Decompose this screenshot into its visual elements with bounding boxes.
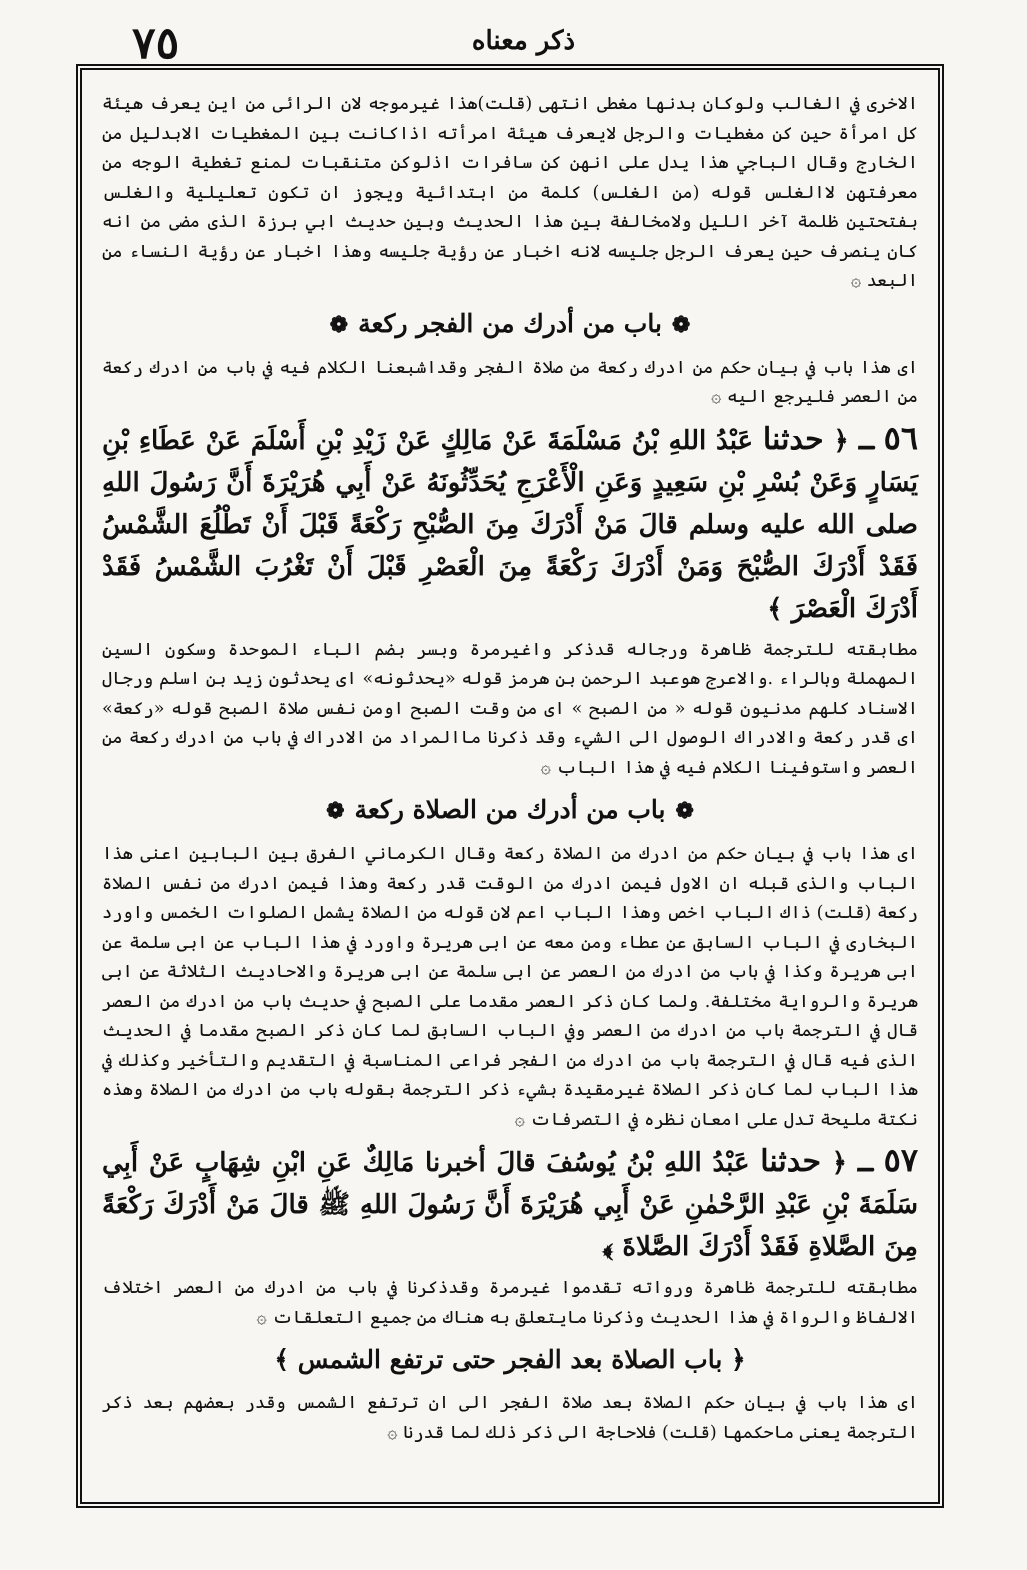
chapter-heading-2 [102, 789, 918, 832]
hadith-56: ٥٦ ـ ﴿ حدثنا عَبْدُ اللهِ بْنُ مَسْلَمَةَ عَنْ مَالِكٍ عَنْ زَيْدِ بْنِ أَسْلَمَ عَنْ عَطَاءِ بْنِ يَسَارٍ وَعَنْ بُسْرِ بْنِ سَعِيدٍ وَعَنِ الْأَعْرَجِ يُحَدِّثُونَهُ عَنْ أَبِي هُرَيْرَةَ أَنَّ رَسُولَ اللهِ صلى الله عليه وسلم قالَ مَنْ أَدْرَكَ مِنَ الصُّبْحِ رَكْعَةً قَبْلَ أَنْ تَطْلُعَ الشَّمْسُ فَقَدْ أَدْرَكَ الصُّبْحَ وَمَنْ أَدْرَكَ رَكْعَةً مِنَ الْعَصْرِ قَبْلَ أَنْ تَغْرُبَ الشَّمْسُ فَقَدْ أَدْرَكَ الْعَصْرَ ﴾ [102, 418, 918, 624]
ornament-icon: ❁ [675, 798, 694, 824]
hadith-text: عَبْدُ اللهِ بْنُ يُوسُفَ قالَ أخبرنا مَالِكٌ عَنِ ابْنِ شِهَابٍ عَنْ أَبِي سَلَمَةَ بْنِ عَبْدِ الرَّحْمٰنِ عَنْ أَبِي هُرَيْرَةَ أَنَّ رَسُولَ اللهِ ﷺ قالَ مَنْ أَدْرَكَ رَكْعَةً مِنَ الصَّلاةِ فَقَدْ أَدْرَكَ الصَّلاةَ [102, 1148, 918, 1262]
hadith-number: ٥٦ [883, 418, 918, 457]
hadith-text: عَبْدُ اللهِ بْنُ مَسْلَمَةَ عَنْ مَالِكٍ عَنْ زَيْدِ بْنِ أَسْلَمَ عَنْ عَطَاءِ بْنِ يَسَارٍ وَعَنْ بُسْرِ بْنِ سَعِيدٍ وَعَنِ الْأَعْرَجِ يُحَدِّثُونَهُ عَنْ أَبِي هُرَيْرَةَ أَنَّ رَسُولَ اللهِ صلى الله عليه وسلم قالَ مَنْ أَدْرَكَ مِنَ الصُّبْحِ رَكْعَةً قَبْلَ أَنْ تَطْلُعَ الشَّمْسُ فَقَدْ أَدْرَكَ الصُّبْحَ وَمَنْ أَدْرَكَ رَكْعَةً مِنَ الْعَصْرِ قَبْلَ أَنْ تَغْرُبَ الشَّمْسُ فَقَدْ أَدْرَكَ الْعَصْرَ [102, 425, 918, 624]
running-title: ذكر معناه [471, 26, 576, 56]
chapter-commentary-2: اى هذا باب في بيان حكم من ادرك من الصلاة ركعة وقال الكرماني الفرق بين البابين اعنى هذا الباب والذى قبله ان الاول فيمن ادرك من الوقت قدر ركعة وهذا فيمن ادرك من نفس الصلاة ركعة (قلت) ذاك الباب اخص وهذا الباب اعم لان قوله من الصلاة يشمل الصلوات الخمس واورد البخارى في الباب السابق عن عطاء ومن معه عن ابى هريرة واورد في هذا الباب عن ابى سلمة عن ابى هريرة وكذا في باب من ادرك من العصر عن ابى سلمة عن ابى هريرة والاحاديث الثلاثة عن ابى هريرة والرواية مختلفة. ولما كان ذكر العصر مقدما على الصبح في حديث باب من ادرك من العصر قال في الترجمة باب من ادرك من العصر وفي الباب السابق لما كان ذكر الصبح مقدما في الحديث الذى فيه قال في الترجمة باب من ادرك من الفجر فراعى المناسبة في التقديم والتأخير وكذلك في هذا الباب لما كان ذكر الصلاة غيرمقيدة بشيء ذكر الترجمة بقوله باب من ادرك من الصلاة وهذه نكتة مليحة تدل على امعان نظره في التصرفات ۞ [102, 844, 918, 1130]
chapter-heading-1 [102, 303, 918, 346]
chapter-title-2: باب من أدرك من الصلاة ركعة [354, 795, 666, 824]
ornament-icon: ❁ [671, 311, 691, 338]
ornament-icon: ❁ [326, 798, 345, 824]
hadith-number: ٥٧ [883, 1141, 918, 1179]
intro-paragraph: الاخرى في الغالب ولوكان بدنها مغطى انتهى (قلت)هذا غيرموجه لان الرائى من اين يعرف هيئة كل امرأة حين كن مغطيات والرجل لايعرف هيئة امرأته اذاكانت بين المغطيات الابدليل من الخارج وقال الباجي هذا يدل على انهن كن سافرات اذلوكن متنقبات لمنع تغطية الوجه من معرفتهن لاالغلس قوله (من الغلس) كلمة من ابتدائية ويجوز ان تكون تعليلية والغلس بفتحتين ظلمة آخر الليل ولامخالفة بين هذا الحديث وبين حديث ابي برزة الذى مضى من انه كان ينصرف حين يعرف الرجل جليسه لانه اخبار عن رؤية جليسه وهذا اخبار عن رؤية النساء من البعد ۞ [102, 94, 918, 291]
hadith-commentary-56: مطابقته للترجمة ظاهرة ورجاله قدذكر واغيرمرة وبسر بضم الباء الموحدة وسكون السين المهملة وبالراء .والاعرج هوعبد الرحمن بن هرمز قوله «يحدثونه» اى يحدثون زيد بن اسلم ورجال الاسناد كلهم مدنيون قوله « من الصبح » اى من وقت الصبح اومن نفس صلاة الصبح قوله «ركعة» اى قدر ركعة والادراك الوصول الى الشيء وقد ذكرنا ماالمراد من الادراك في باب من ادرك ركعة من العصر واستوفينا الكلام فيه في هذا الباب ۞ [102, 639, 918, 778]
chapter-commentary-1: اى هذا باب في بيان حكم من ادرك ركعة من صلاة الفجر وقداشبعنا الكلام فيه في باب من ادرك ركعة من العصر فليرجع اليه ۞ [102, 357, 918, 407]
hadith-opening: حدثنا [760, 1144, 822, 1179]
hadith-commentary-57: مطابقته للترجمة ظاهرة ورواته تقدموا غيرمرة وقدذكرنا في باب من ادرك من العصر اختلاف الالفاظ والرواة في هذا الحديث وذكرنا مايتعلق به هناك من جميع التعلقات ۞ [102, 1278, 918, 1328]
chapter-title-3: باب الصلاة بعد الفجر حتى ترتفع الشمس [297, 1345, 723, 1374]
text-frame [76, 64, 944, 1508]
chapter-title-1: باب من أدرك من الفجر ركعة [358, 308, 662, 338]
page-header [70, 14, 977, 69]
chapter-heading-3: ﴿ باب الصلاة بعد الفجر حتى ترتفع الشمس ﴾ [274, 1345, 746, 1374]
page-number: ٧٥ [132, 18, 180, 69]
ornament-icon: ❁ [329, 311, 349, 338]
chapter-commentary-3: اى هذا باب في بيان حكم الصلاة بعد صلاة الفجر الى ان ترتفع الشمس وقدر بعضهم بعد ذكر الترجمة يعنى ماحكمها (قلت) فلاحاجة الى ذكر ذلك لما قدرنا ۞ [102, 1393, 918, 1443]
hadith-57: ٥٧ ـ ﴿ حدثنا عَبْدُ اللهِ بْنُ يُوسُفَ قالَ أخبرنا مَالِكٌ عَنِ ابْنِ شِهَابٍ عَنْ أَبِي سَلَمَةَ بْنِ عَبْدِ الرَّحْمٰنِ عَنْ أَبِي هُرَيْرَةَ أَنَّ رَسُولَ اللهِ ﷺ قالَ مَنْ أَدْرَكَ رَكْعَةً مِنَ الصَّلاةِ فَقَدْ أَدْرَكَ الصَّلاةَ ﴾ [102, 1141, 918, 1262]
hadith-opening: حدثنا [762, 421, 824, 457]
